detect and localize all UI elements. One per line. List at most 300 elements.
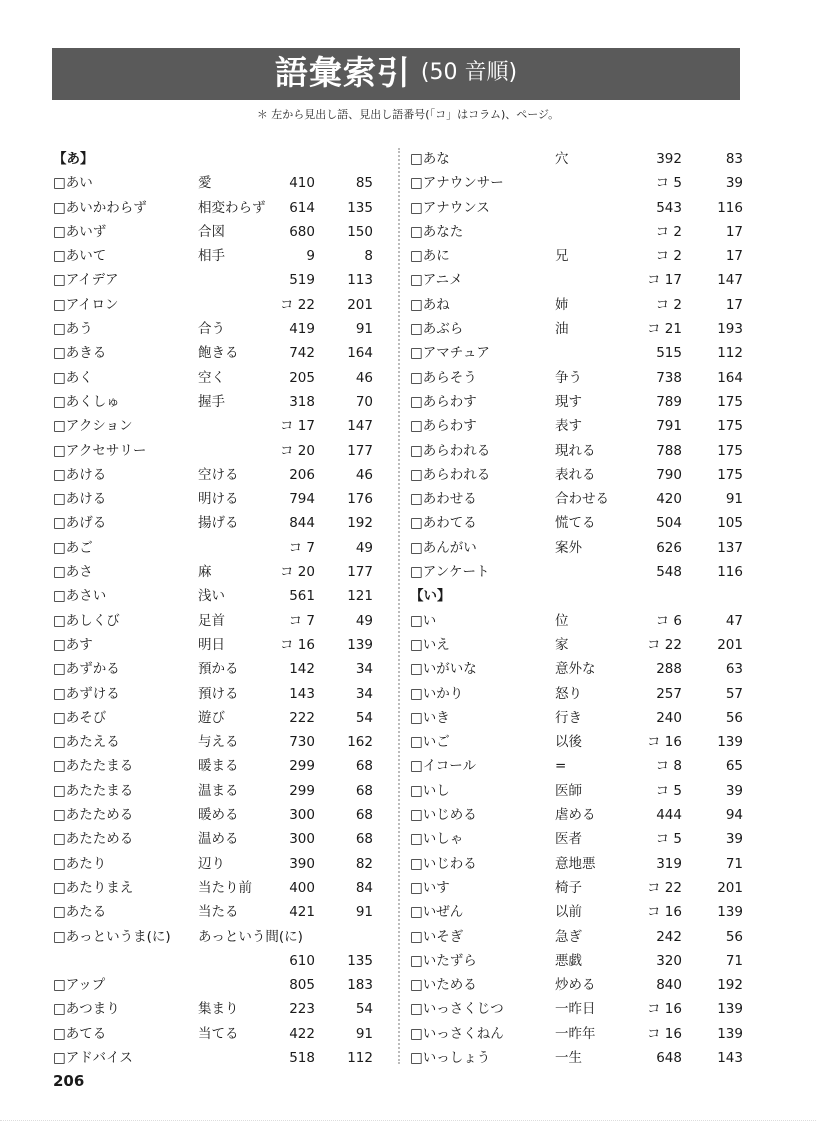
entry-word: □あさ <box>53 564 93 581</box>
entry-number: コ 7 <box>288 612 315 629</box>
entry-page: 54 <box>355 709 373 726</box>
index-entry <box>410 366 743 390</box>
entry-page: 143 <box>717 1049 743 1066</box>
entry-page: 34 <box>355 661 373 678</box>
entry-kanji: 合わせる <box>555 491 609 508</box>
entry-number: コ 5 <box>655 782 682 799</box>
entry-page: 139 <box>717 1001 743 1018</box>
entry-word: □あく <box>53 369 93 386</box>
entry-number: 9 <box>306 248 315 265</box>
entry-number: 805 <box>289 977 315 994</box>
entry-word: □あなた <box>410 223 464 240</box>
entry-word: □あらわれる <box>410 442 491 459</box>
entry-word: □いしゃ <box>410 831 464 848</box>
entry-number: 240 <box>656 709 682 726</box>
entry-kanji: 足首 <box>198 612 225 629</box>
entry-number: 288 <box>656 661 682 678</box>
entry-word: □いそぎ <box>410 928 464 945</box>
entry-kanji: 兄 <box>555 248 569 265</box>
entry-word: □あう <box>53 321 93 338</box>
entry-word: □あんがい <box>410 539 477 556</box>
entry-number: 794 <box>289 491 315 508</box>
entry-word: □あける <box>53 466 107 483</box>
entry-word: □あっというま(に) <box>53 928 171 945</box>
entry-number: コ 22 <box>647 879 682 896</box>
index-entry <box>410 463 743 487</box>
entry-kanji: 行き <box>555 709 582 726</box>
entry-page: 17 <box>725 223 743 240</box>
entry-number: 206 <box>289 466 315 483</box>
entry-kanji: 以後 <box>555 734 582 751</box>
index-entry <box>53 925 373 949</box>
entry-word: □アップ <box>53 977 106 994</box>
entry-number: コ 16 <box>647 904 682 921</box>
index-entry <box>53 633 373 657</box>
entry-kanji: 遊び <box>198 709 225 726</box>
entry-number: 319 <box>656 855 682 872</box>
entry-page: 17 <box>725 248 743 265</box>
entry-page: 91 <box>355 904 373 921</box>
entry-word: □アドバイス <box>53 1049 133 1066</box>
index-entry <box>53 803 373 827</box>
entry-kanji: 麻 <box>198 564 212 581</box>
entry-number: 300 <box>289 807 315 824</box>
entry-number: コ 7 <box>288 539 315 556</box>
index-entry <box>53 706 373 730</box>
entry-word: □あわせる <box>410 491 477 508</box>
entry-page: 105 <box>717 515 743 532</box>
entry-word: □あける <box>53 491 107 508</box>
entry-page: 84 <box>355 879 373 896</box>
entry-word: □いっさくねん <box>410 1025 504 1042</box>
entry-number: 390 <box>289 855 315 872</box>
entry-word: □あたたまる <box>53 782 134 799</box>
entry-page: 121 <box>347 588 373 605</box>
entry-page: 71 <box>725 855 743 872</box>
entry-kanji: 虐める <box>555 807 596 824</box>
entry-number: コ 6 <box>655 612 682 629</box>
index-entry <box>53 852 373 876</box>
entry-page: 147 <box>347 418 373 435</box>
entry-word: □アクション <box>53 418 133 435</box>
entry-kanji: 当たり前 <box>198 879 252 896</box>
entry-word: □いためる <box>410 977 477 994</box>
entry-number: 392 <box>656 151 682 167</box>
entry-number: 142 <box>289 661 315 678</box>
entry-number: 420 <box>656 491 682 508</box>
entry-page: 112 <box>347 1049 373 1066</box>
entry-page: 175 <box>717 466 743 483</box>
entry-page: 150 <box>347 223 373 240</box>
entry-number: 518 <box>289 1049 315 1066</box>
index-column-right <box>410 147 743 1070</box>
index-entry <box>410 220 743 244</box>
entry-word: □いじわる <box>410 855 477 872</box>
entry-page: 175 <box>717 418 743 435</box>
entry-kanji: 温まる <box>198 782 239 799</box>
entry-number: 844 <box>289 515 315 532</box>
entry-page: 139 <box>717 904 743 921</box>
entry-page: 46 <box>355 466 373 483</box>
entry-number: 444 <box>656 807 682 824</box>
index-entry <box>410 730 743 754</box>
entry-word: □あげる <box>53 515 107 532</box>
bottom-rule <box>0 1120 816 1121</box>
entry-number: 730 <box>289 734 315 751</box>
entry-page: 201 <box>347 296 373 313</box>
index-entry <box>53 584 373 608</box>
entry-page: 116 <box>717 564 743 581</box>
entry-number: 410 <box>289 175 315 192</box>
entry-word: □アニメ <box>410 272 463 289</box>
entry-word: □あくしゅ <box>53 393 120 410</box>
entry-word: □いえ <box>410 636 450 653</box>
entry-page: 68 <box>355 831 373 848</box>
index-entry <box>53 609 373 633</box>
entry-word: □あたり <box>53 855 107 872</box>
entry-page: 34 <box>355 685 373 702</box>
entry-number: 680 <box>289 223 315 240</box>
entry-number: 840 <box>656 977 682 994</box>
entry-page: 192 <box>347 515 373 532</box>
entry-page: 139 <box>717 1025 743 1042</box>
entry-kanji: 穴 <box>555 151 569 167</box>
entry-number: コ 20 <box>280 564 315 581</box>
index-entry <box>53 293 373 317</box>
entry-kanji: 暖める <box>198 807 239 824</box>
index-entry <box>410 706 743 730</box>
index-entry <box>53 827 373 851</box>
entry-number: コ 5 <box>655 175 682 192</box>
entry-number: 299 <box>289 758 315 775</box>
index-entry <box>53 779 373 803</box>
page-number: 206 <box>53 1072 85 1090</box>
entry-word: □あしくび <box>53 612 120 629</box>
index-entry <box>53 390 373 414</box>
entry-page: 139 <box>717 734 743 751</box>
entry-page: 176 <box>347 491 373 508</box>
index-entry <box>410 147 743 171</box>
entry-page: 175 <box>717 442 743 459</box>
entry-kanji: 姉 <box>555 296 569 313</box>
entry-word: □あな <box>410 151 450 167</box>
entry-word: □いき <box>410 709 450 726</box>
entry-page: 164 <box>717 369 743 386</box>
title-block <box>52 50 740 96</box>
entry-kanji: 空く <box>198 369 225 386</box>
entry-number: 320 <box>656 952 682 969</box>
index-entry <box>53 414 373 438</box>
index-entry <box>410 657 743 681</box>
index-entry <box>410 852 743 876</box>
index-entry <box>53 997 373 1021</box>
entry-word: □あらわす <box>410 393 477 410</box>
entry-kanji: 浅い <box>198 588 225 605</box>
index-entry <box>410 925 743 949</box>
entry-page: 177 <box>347 564 373 581</box>
entry-number: 614 <box>289 199 315 216</box>
entry-kanji: 握手 <box>198 393 225 410</box>
index-entry <box>410 293 743 317</box>
entry-word: □アマチュア <box>410 345 490 362</box>
entry-kanji: 怒り <box>555 685 582 702</box>
index-entry <box>410 317 743 341</box>
entry-kanji: 合う <box>198 321 225 338</box>
entry-page: 63 <box>725 661 743 678</box>
entry-kanji: 炒める <box>555 977 596 994</box>
entry-number: 400 <box>289 879 315 896</box>
entry-kanji: 医師 <box>555 782 582 799</box>
entry-kanji: 椅子 <box>555 879 582 896</box>
entry-word: □あたたまる <box>53 758 134 775</box>
entry-number: 299 <box>289 782 315 799</box>
entry-page: 54 <box>355 1001 373 1018</box>
entry-kanji: 油 <box>555 321 569 338</box>
entry-number: 205 <box>289 369 315 386</box>
entry-word: □あらわす <box>410 418 477 435</box>
entry-page: 193 <box>717 321 743 338</box>
entry-kanji: 空ける <box>198 466 239 483</box>
entry-word: □あご <box>53 539 93 556</box>
entry-word: □あす <box>53 636 93 653</box>
entry-word: □あい <box>53 175 93 192</box>
index-entry <box>53 511 373 535</box>
entry-number: コ 5 <box>655 831 682 848</box>
entry-kanji: あっという間(に) <box>198 928 303 945</box>
index-entry <box>410 341 743 365</box>
title-banner <box>52 40 740 100</box>
index-entry <box>410 633 743 657</box>
entry-word: □あぶら <box>410 321 464 338</box>
entry-word: □あいず <box>53 223 107 240</box>
index-entry <box>410 1046 743 1070</box>
entry-word: □あね <box>410 296 450 313</box>
index-entry <box>53 366 373 390</box>
entry-number: コ 22 <box>647 636 682 653</box>
index-entry <box>410 754 743 778</box>
entry-word: □あたためる <box>53 831 134 848</box>
entry-number: 610 <box>289 952 315 969</box>
section-header <box>410 584 743 608</box>
entry-kanji: 案外 <box>555 539 582 556</box>
section-header <box>53 147 373 171</box>
entry-number: コ 16 <box>280 636 315 653</box>
entry-word: □アクセサリー <box>53 442 147 459</box>
entry-page: 68 <box>355 782 373 799</box>
index-entry <box>53 196 373 220</box>
entry-word: □アイデア <box>53 272 119 289</box>
index-entry <box>53 1046 373 1070</box>
entry-number: コ 2 <box>655 296 682 313</box>
entry-page: 65 <box>725 758 743 775</box>
entry-page: 164 <box>347 345 373 362</box>
entry-word: □あいて <box>53 248 107 265</box>
entry-page: 137 <box>717 539 743 556</box>
index-entry <box>53 341 373 365</box>
entry-word: □アナウンサー <box>410 175 504 192</box>
entry-word: □イコール <box>410 758 476 775</box>
entry-kanji: 与える <box>198 734 239 751</box>
entry-number: コ 16 <box>647 734 682 751</box>
entry-kanji: 暖まる <box>198 758 239 775</box>
entry-kanji: 辺り <box>198 855 225 872</box>
index-entry <box>53 657 373 681</box>
entry-word: □あさい <box>53 588 107 605</box>
entry-word: □あずかる <box>53 661 120 678</box>
entry-kanji: 合図 <box>198 223 225 240</box>
entry-word: □い <box>410 612 437 629</box>
index-entry <box>53 730 373 754</box>
entry-kanji: 医者 <box>555 831 582 848</box>
entry-kanji: 慌てる <box>555 515 596 532</box>
entry-kanji: 現れる <box>555 442 596 459</box>
entry-number: コ 2 <box>655 248 682 265</box>
index-entry <box>53 973 373 997</box>
entry-kanji: 急ぎ <box>555 928 582 945</box>
index-entry <box>53 244 373 268</box>
entry-page: 17 <box>725 296 743 313</box>
entry-page: 91 <box>355 321 373 338</box>
entry-page: 201 <box>717 879 743 896</box>
entry-word: □あたる <box>53 904 107 921</box>
entry-number: 742 <box>289 345 315 362</box>
title-reading: ご い さく いん <box>330 40 393 50</box>
index-entry <box>410 244 743 268</box>
entry-page: 116 <box>717 199 743 216</box>
entry-kanji: 相変わらず <box>198 199 266 216</box>
entry-page: 112 <box>717 345 743 362</box>
entry-number: 788 <box>656 442 682 459</box>
entry-number: 222 <box>289 709 315 726</box>
index-entry <box>410 560 743 584</box>
index-entry <box>410 973 743 997</box>
entry-page: 8 <box>364 248 373 265</box>
entry-number: 515 <box>656 345 682 362</box>
entry-word: □いっしょう <box>410 1049 491 1066</box>
entry-page: 94 <box>725 807 743 824</box>
index-entry <box>53 463 373 487</box>
entry-kanji: 預かる <box>198 661 239 678</box>
entry-word: □あたためる <box>53 807 134 824</box>
entry-page: 68 <box>355 758 373 775</box>
entry-number: 543 <box>656 199 682 216</box>
entry-kanji: 一昨年 <box>555 1025 596 1042</box>
page-subtitle: (50 音順) <box>420 60 518 85</box>
entry-word: □いがいな <box>410 661 477 678</box>
entry-kanji: 集まり <box>198 1001 239 1018</box>
entry-word: □アナウンス <box>410 199 490 216</box>
entry-word: □あずける <box>53 685 120 702</box>
index-entry <box>410 900 743 924</box>
index-entry <box>410 171 743 195</box>
entry-word: □いかり <box>410 685 464 702</box>
entry-word: □あてる <box>53 1025 107 1042</box>
entry-number: 548 <box>656 564 682 581</box>
index-entry <box>410 511 743 535</box>
index-entry <box>410 1022 743 1046</box>
index-entry <box>410 949 743 973</box>
entry-word: □アイロン <box>53 296 119 313</box>
entry-word: □あに <box>410 248 450 265</box>
entry-page: 135 <box>347 199 373 216</box>
entry-number: 223 <box>289 1001 315 1018</box>
entry-kanji: 現す <box>555 393 582 410</box>
index-entry <box>53 682 373 706</box>
entry-number: コ 8 <box>655 758 682 775</box>
index-entry <box>410 196 743 220</box>
index-entry <box>410 609 743 633</box>
entry-number: 626 <box>656 539 682 556</box>
entry-kanji: 明ける <box>198 491 239 508</box>
entry-word: □いご <box>410 734 450 751</box>
index-entry <box>53 317 373 341</box>
entry-page: 113 <box>347 272 373 289</box>
index-entry <box>53 876 373 900</box>
entry-page: 56 <box>725 928 743 945</box>
entry-kanji: 愛 <box>198 175 212 192</box>
entry-word: □いぜん <box>410 904 464 921</box>
entry-page: 39 <box>725 831 743 848</box>
index-entry <box>410 390 743 414</box>
entry-kanji: 一生 <box>555 1049 582 1066</box>
index-entry <box>53 171 373 195</box>
index-entry <box>410 536 743 560</box>
entry-word: □あそび <box>53 709 107 726</box>
index-entry <box>410 876 743 900</box>
entry-kanji: 以前 <box>555 904 582 921</box>
entry-number: 789 <box>656 393 682 410</box>
index-entry <box>410 997 743 1021</box>
entry-number: コ 2 <box>655 223 682 240</box>
entry-number: 504 <box>656 515 682 532</box>
section-header-label: 【い】 <box>410 588 451 605</box>
entry-kanji: 意外な <box>555 661 596 678</box>
index-entry <box>53 754 373 778</box>
entry-word: □アンケート <box>410 564 490 581</box>
entry-kanji: 表す <box>555 418 582 435</box>
entry-number: コ 16 <box>647 1025 682 1042</box>
entry-kanji: 飽きる <box>198 345 239 362</box>
entry-word: □いじめる <box>410 807 477 824</box>
index-entry <box>53 536 373 560</box>
index-entry <box>53 439 373 463</box>
entry-kanji: 位 <box>555 612 569 629</box>
entry-page: 177 <box>347 442 373 459</box>
entry-page: 91 <box>725 491 743 508</box>
entry-number: 561 <box>289 588 315 605</box>
entry-page: 57 <box>725 685 743 702</box>
entry-word: □あわてる <box>410 515 477 532</box>
entry-number: 242 <box>656 928 682 945</box>
entry-number: コ 17 <box>647 272 682 289</box>
entry-number: コ 17 <box>280 418 315 435</box>
column-divider <box>398 148 400 1064</box>
entry-page: 70 <box>355 393 373 410</box>
entry-number: コ 20 <box>280 442 315 459</box>
index-column-left <box>53 147 373 1070</box>
entry-page: 147 <box>717 272 743 289</box>
index-entry <box>53 268 373 292</box>
entry-page: 91 <box>355 1025 373 1042</box>
entry-page: 201 <box>717 636 743 653</box>
entry-kanji: 家 <box>555 636 569 653</box>
entry-word: □あらわれる <box>410 466 491 483</box>
entry-kanji: 一昨日 <box>555 1001 596 1018</box>
index-entry <box>53 487 373 511</box>
entry-page: 56 <box>725 709 743 726</box>
entry-word: □あいかわらず <box>53 199 147 216</box>
entry-number: コ 21 <box>647 321 682 338</box>
